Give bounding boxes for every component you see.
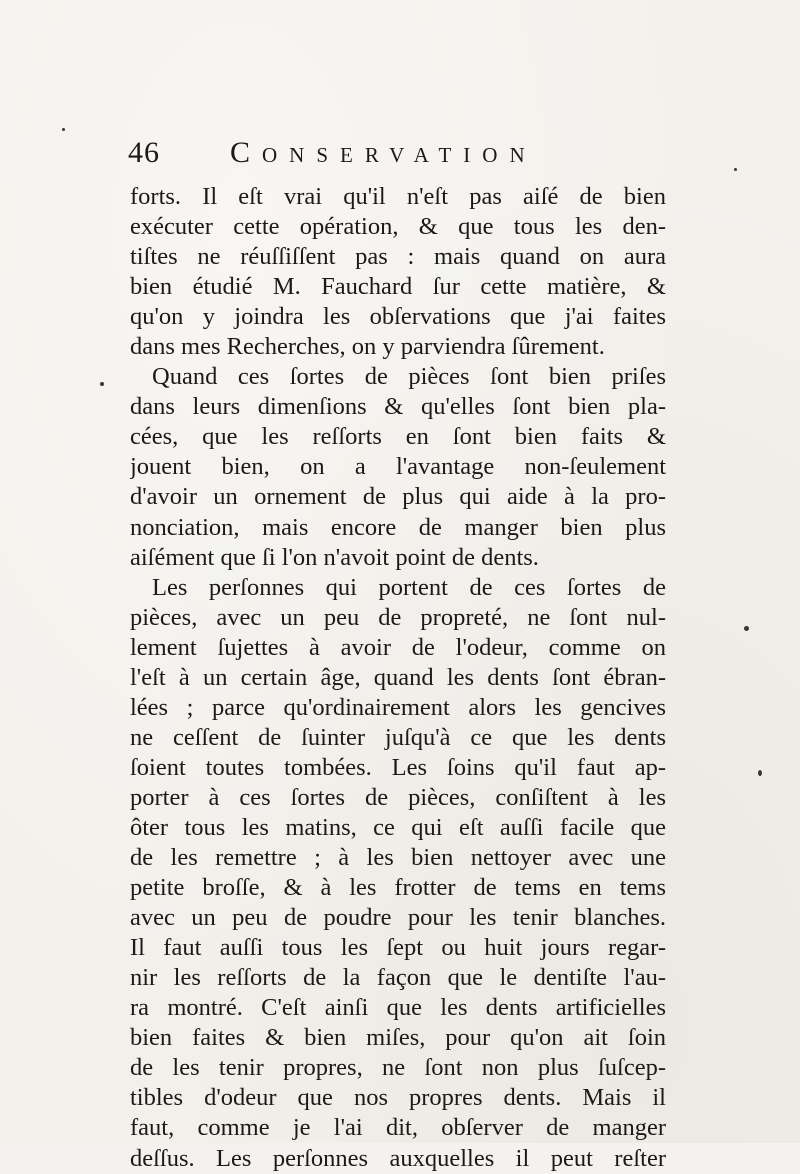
text-line: lement ſujettes à avoir de l'odeur, comme on bbox=[130, 633, 666, 661]
text-line: Les perſonnes qui portent de ces ſortes de bbox=[152, 573, 666, 601]
text-line: jouent bien, on a l'avantage non-ſeulement bbox=[130, 453, 666, 481]
running-title: Conservation bbox=[230, 136, 537, 169]
text-line: faut, comme je l'ai dit, obſerver de manger bbox=[130, 1114, 666, 1142]
text-line: dans leurs dimenſions & qu'elles ſont bien pla- bbox=[130, 393, 666, 421]
text-line: ôter tous les matins, ce qui eſt auſſi facile que bbox=[130, 813, 666, 841]
text-line: d'avoir un ornement de plus qui aide à la pro- bbox=[130, 483, 666, 511]
text-line: tibles d'odeur que nos propres dents. Mais il bbox=[130, 1084, 666, 1112]
text-line: nonciation, mais encore de manger bien plus bbox=[130, 513, 666, 541]
paper-speck bbox=[62, 128, 65, 131]
body-text bbox=[130, 182, 666, 1174]
text-line: porter à ces ſortes de pièces, conſiſtent à les bbox=[130, 783, 666, 811]
text-line: aiſément que ſi l'on n'avoit point de dents. bbox=[130, 543, 539, 571]
text-line: ne ceſſent de ſuinter juſqu'à ce que les dents bbox=[130, 723, 666, 751]
text-line: nir les reſſorts de la façon que le dentiſte l'au- bbox=[130, 964, 666, 992]
text-line: pièces, avec un peu de propreté, ne ſont nul- bbox=[130, 603, 666, 631]
text-line: bien faites & bien miſes, pour qu'on ait ſoin bbox=[130, 1024, 666, 1052]
text-line: exécuter cette opération, & que tous les den- bbox=[130, 213, 666, 241]
text-line: de les tenir propres, ne ſont non plus ſuſcep- bbox=[130, 1054, 666, 1082]
paper-speck bbox=[758, 770, 762, 776]
text-line: lées ; parce qu'ordinairement alors les gencives bbox=[130, 693, 666, 721]
page-number: 46 bbox=[128, 136, 160, 169]
text-line: qu'on y joindra les obſervations que j'ai faites bbox=[130, 303, 666, 331]
text-line: avec un peu de poudre pour les tenir blanches. bbox=[130, 904, 666, 932]
text-line: forts. Il eſt vrai qu'il n'eſt pas aiſé de bien bbox=[130, 183, 666, 210]
text-line: de les remettre ; à les bien nettoyer avec une bbox=[130, 844, 666, 872]
paper-speck bbox=[100, 382, 104, 386]
text-line: ſoient toutes tombées. Les ſoins qu'il faut ap- bbox=[130, 753, 666, 781]
page-header bbox=[128, 132, 668, 172]
text-line: Quand ces ſortes de pièces ſont bien priſes bbox=[152, 363, 666, 391]
text-line: bien étudié M. Fauchard ſur cette matière, & bbox=[130, 273, 666, 301]
text-line: cées, que les reſſorts en ſont bien faits & bbox=[130, 423, 666, 451]
text-line: deſſus. Les perſonnes auxquelles il peut reſter bbox=[130, 1144, 666, 1172]
text-line: tiſtes ne réuſſiſſent pas : mais quand on aura bbox=[130, 243, 666, 271]
paper-speck bbox=[734, 168, 737, 171]
paper-speck bbox=[744, 626, 749, 631]
text-line: petite broſſe, & à les frotter de tems en tems bbox=[130, 874, 666, 902]
text-line: Il faut auſſi tous les ſept ou huit jours regar- bbox=[130, 934, 666, 962]
text-line: dans mes Recherches, on y parviendra ſûrement. bbox=[130, 333, 605, 361]
text-line: ra montré. C'eſt ainſi que les dents artificielles bbox=[130, 994, 666, 1022]
text-line: l'eſt à un certain âge, quand les dents ſont ébran- bbox=[130, 663, 666, 691]
